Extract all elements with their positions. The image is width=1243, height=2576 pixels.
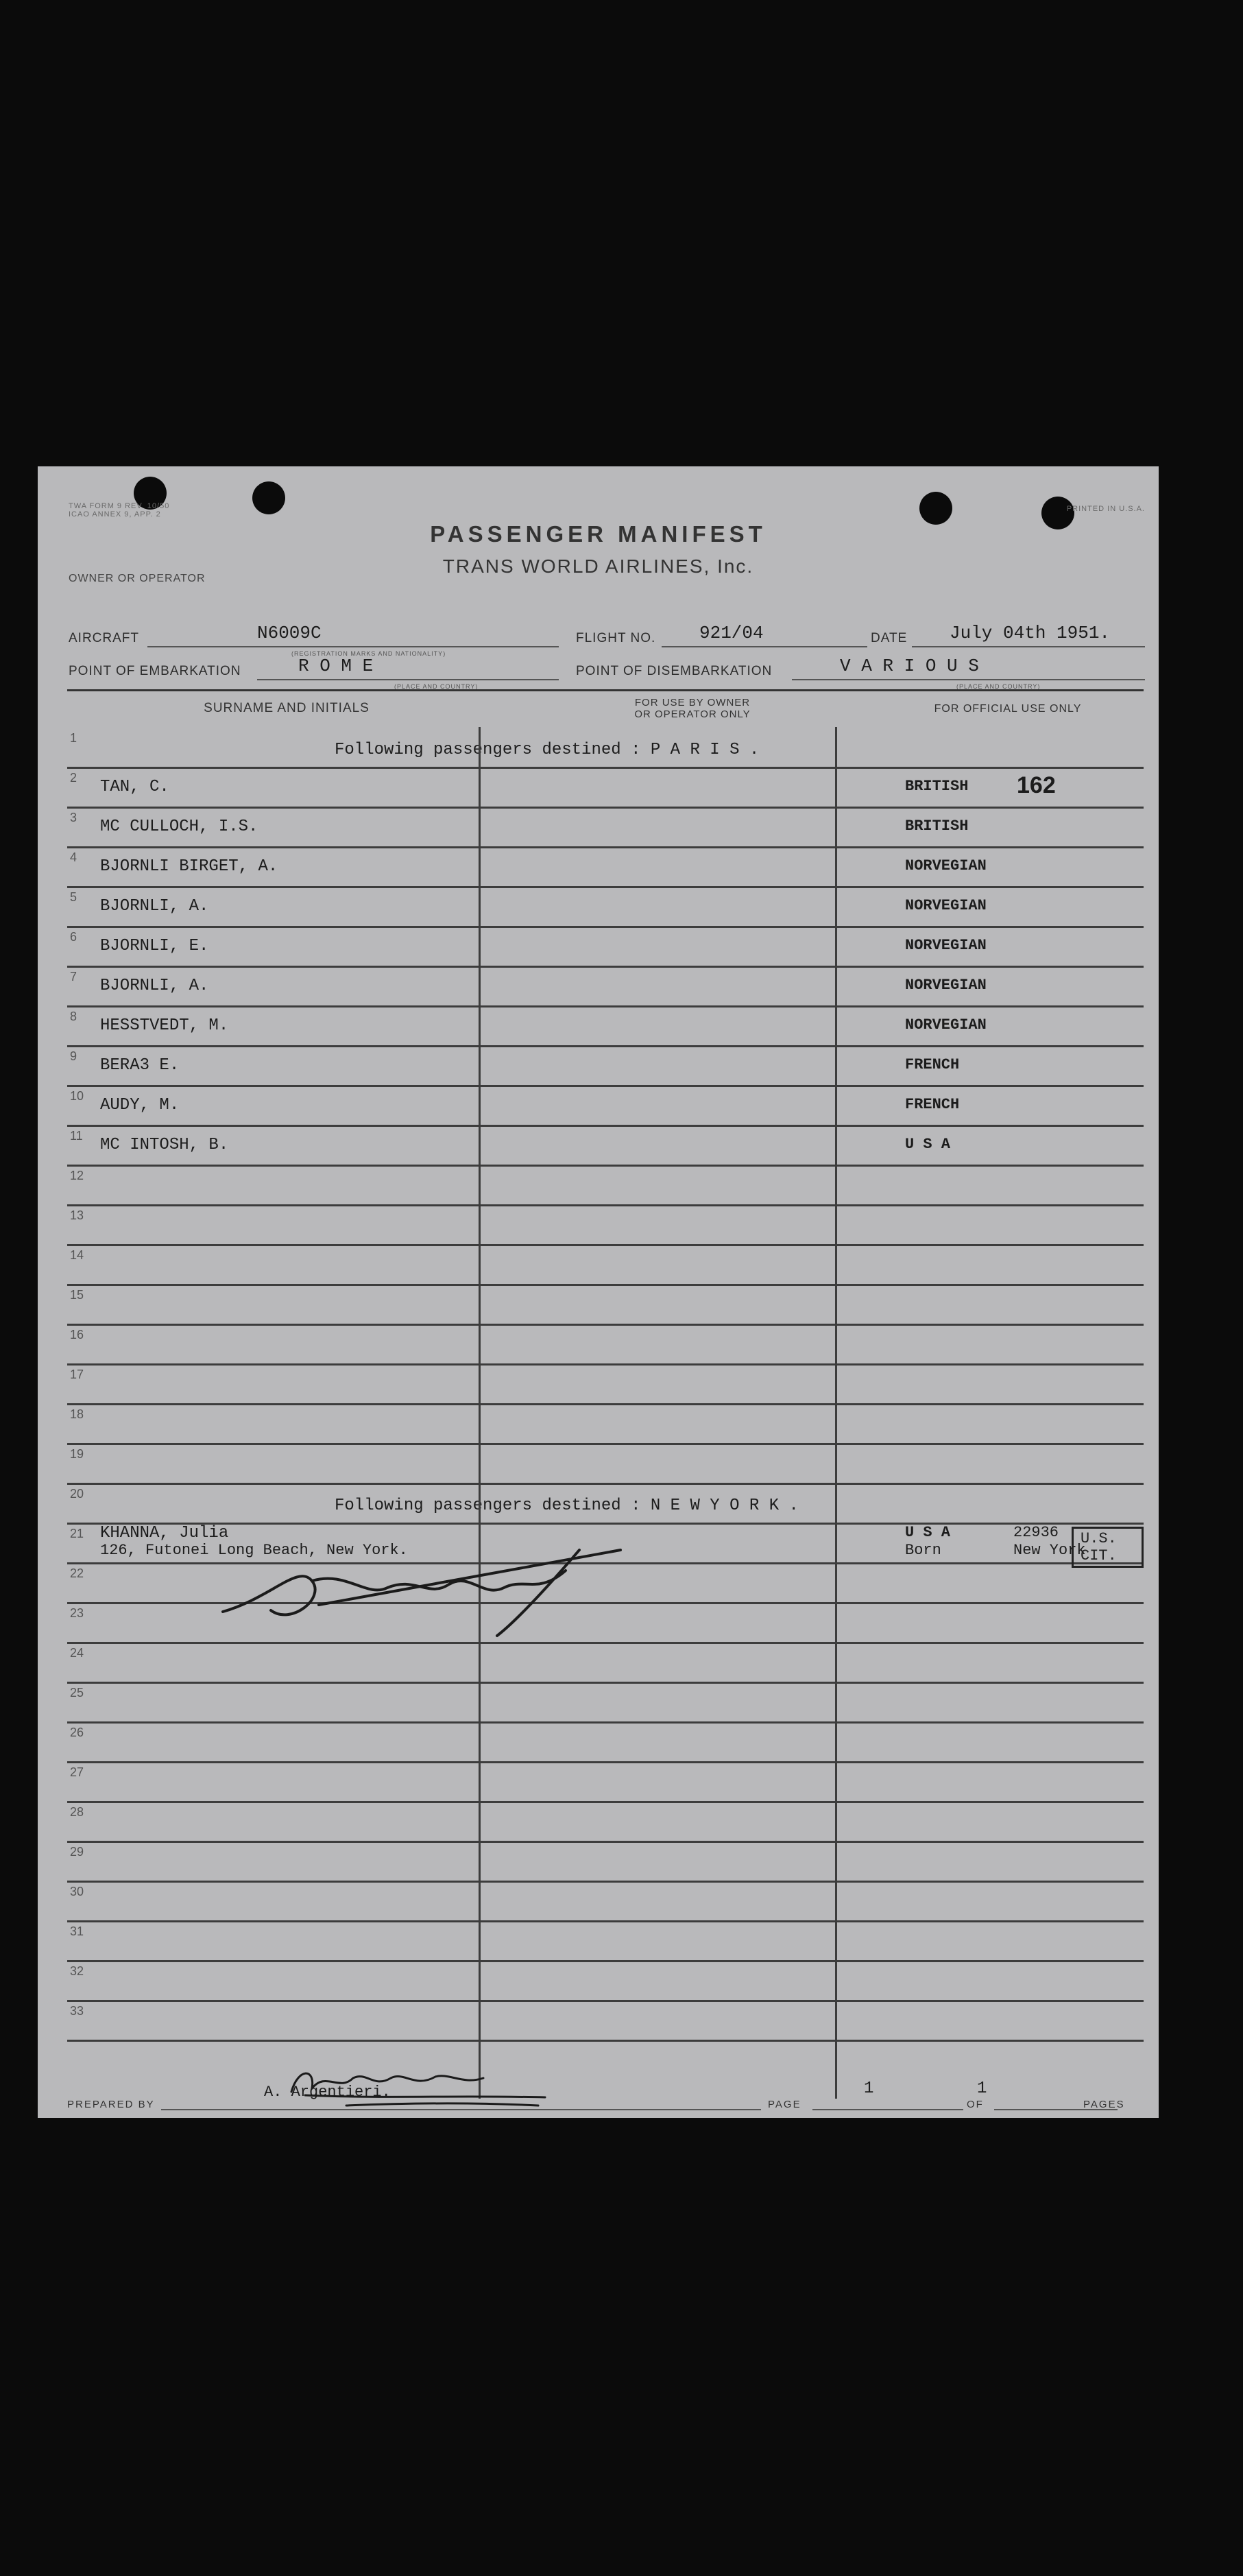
table-row — [67, 1960, 1144, 2002]
row-number: 3 — [70, 811, 77, 824]
row-number: 9 — [70, 1049, 77, 1063]
table-row — [67, 1045, 1144, 1087]
row-number: 14 — [70, 1248, 84, 1262]
passenger-address: 126, Futonei Long Beach, New York. — [100, 1542, 408, 1559]
manifest-sheet — [38, 466, 1159, 2118]
table-row — [67, 1085, 1144, 1127]
table-row — [67, 1284, 1144, 1326]
passenger-name: BJORNLI, A. — [100, 897, 209, 916]
page-title: PASSENGER MANIFEST — [430, 521, 767, 547]
page-count: 1 — [977, 2079, 987, 2098]
embark-value: R O M E — [298, 656, 374, 676]
row-number: 31 — [70, 1924, 84, 1938]
row-number: 17 — [70, 1368, 84, 1381]
row-number: 15 — [70, 1288, 84, 1302]
handwritten-signature — [209, 1523, 634, 1639]
table-row — [67, 926, 1144, 968]
passenger-nationality: BRITISH — [905, 818, 969, 835]
column-header-owner-use-line2: OR OPERATOR ONLY — [634, 708, 751, 720]
row-number: 23 — [70, 1606, 84, 1620]
passenger-nationality: U S A — [905, 1136, 951, 1153]
disembark-label: POINT OF DISEMBARKATION — [576, 664, 773, 678]
header-rule — [67, 689, 1144, 691]
row-number: 32 — [70, 1964, 84, 1978]
passenger-nationality: FRENCH — [905, 1056, 960, 1073]
table-row — [67, 1125, 1144, 1167]
row-number: 7 — [70, 970, 77, 983]
form-number: TWA FORM 9 REV. 10/50 ICAO ANNEX 9, APP. 2 — [69, 502, 170, 518]
passenger-nationality: FRENCH — [905, 1096, 960, 1113]
page-number: 1 — [864, 2079, 874, 2098]
table-row — [67, 1204, 1144, 1246]
citizenship-stamp: U.S. CIT. — [1072, 1527, 1144, 1568]
aircraft-value: N6009C — [257, 623, 322, 643]
table-row — [67, 1642, 1144, 1684]
flight-label: FLIGHT NO. — [576, 631, 656, 645]
row-number: 2 — [70, 771, 77, 785]
punch-hole — [919, 492, 952, 525]
column-header-owner-use — [518, 697, 867, 720]
official-number: 162 — [1017, 772, 1056, 798]
table-row — [67, 966, 1144, 1007]
table-row — [67, 1682, 1144, 1724]
date-label: DATE — [871, 631, 908, 645]
row-number: 25 — [70, 1686, 84, 1700]
passenger-birth: Born — [905, 1542, 941, 1559]
punch-hole — [252, 481, 285, 514]
table-row — [67, 1881, 1144, 1922]
table-row — [67, 1721, 1144, 1763]
row-number: 22 — [70, 1566, 84, 1580]
destination-heading: Following passengers destined : N E W Y O R K . — [335, 1496, 799, 1515]
disembark-caption: (PLACE AND COUNTRY) — [956, 683, 1041, 690]
page-underline — [812, 2109, 963, 2110]
column-header-surname: SURNAME AND INITIALS — [204, 701, 370, 715]
table-row — [67, 727, 1144, 769]
flight-underline — [662, 646, 867, 647]
table-row — [67, 767, 1144, 809]
row-number: 11 — [70, 1129, 83, 1143]
table-row — [67, 1165, 1144, 1206]
table-row — [67, 886, 1144, 928]
passenger-name: BJORNLI, E. — [100, 937, 209, 955]
table-row — [67, 1005, 1144, 1047]
row-number: 16 — [70, 1328, 84, 1341]
table-row — [67, 1363, 1144, 1405]
row-number: 4 — [70, 850, 77, 864]
table-row — [67, 807, 1144, 848]
table-row — [67, 1801, 1144, 1843]
passenger-name: AUDY, M. — [100, 1096, 180, 1114]
table-row — [67, 1324, 1144, 1365]
row-number: 8 — [70, 1010, 77, 1023]
passenger-nationality: U S A — [905, 1524, 951, 1541]
row-number: 21 — [70, 1527, 84, 1540]
date-value: July 04th 1951. — [950, 623, 1111, 643]
official-number: 22936 — [1013, 1524, 1059, 1541]
row-number: 1 — [70, 731, 77, 745]
row-number: 26 — [70, 1726, 84, 1739]
row-number: 6 — [70, 930, 77, 944]
disembark-underline — [792, 679, 1145, 680]
flight-value: 921/04 — [699, 623, 764, 643]
passenger-name: MC CULLOCH, I.S. — [100, 818, 258, 836]
column-header-owner-use-line1: FOR USE BY OWNER — [634, 697, 751, 708]
operator-name: TRANS WORLD AIRLINES, Inc. — [442, 556, 754, 577]
passenger-name: MC INTOSH, B. — [100, 1136, 229, 1154]
row-number: 5 — [70, 890, 77, 904]
passenger-nationality: NORVEGIAN — [905, 977, 987, 994]
table-row — [67, 1483, 1144, 1525]
row-number: 29 — [70, 1845, 84, 1859]
birthplace: New York — [1013, 1542, 1086, 1559]
table-row — [67, 1841, 1144, 1883]
aircraft-label: AIRCRAFT — [69, 631, 139, 645]
column-header-official: FOR OFFICIAL USE ONLY — [934, 703, 1082, 715]
embark-underline — [257, 679, 559, 680]
row-number: 13 — [70, 1208, 84, 1222]
row-number: 27 — [70, 1765, 84, 1779]
row-number: 20 — [70, 1487, 84, 1501]
passenger-name: BERA3 E. — [100, 1056, 180, 1075]
row-number: 24 — [70, 1646, 84, 1660]
owner-label: OWNER OR OPERATOR — [69, 573, 206, 584]
aircraft-caption: (REGISTRATION MARKS AND NATIONALITY) — [291, 650, 446, 657]
column-divider-1 — [479, 727, 481, 2099]
table-row — [67, 2000, 1144, 2042]
row-number: 19 — [70, 1447, 84, 1461]
row-number: 12 — [70, 1169, 84, 1182]
row-number: 10 — [70, 1089, 84, 1103]
passenger-name: BJORNLI, A. — [100, 977, 209, 995]
prepared-by-value: A. Argentieri. — [264, 2084, 391, 2101]
passenger-nationality: BRITISH — [905, 778, 969, 795]
page-label: PAGE — [768, 2099, 801, 2110]
row-number: 30 — [70, 1885, 84, 1898]
pages-label: PAGES — [1083, 2099, 1125, 2110]
prepared-underline — [161, 2109, 761, 2110]
table-row — [67, 1403, 1144, 1445]
aircraft-underline — [147, 646, 559, 647]
passenger-nationality: NORVEGIAN — [905, 1016, 987, 1034]
passenger-name: KHANNA, Julia — [100, 1524, 229, 1542]
table-row — [67, 1443, 1144, 1485]
disembark-value: V A R I O U S — [840, 656, 979, 676]
print-notice: PRINTED IN U.S.A. — [1066, 505, 1145, 513]
table-row — [67, 1244, 1144, 1286]
embark-caption: (PLACE AND COUNTRY) — [394, 683, 479, 690]
column-divider-2 — [835, 727, 837, 2099]
passenger-nationality: NORVEGIAN — [905, 937, 987, 954]
of-label: OF — [967, 2099, 984, 2110]
table-row — [67, 1920, 1144, 1962]
embark-label: POINT OF EMBARKATION — [69, 664, 241, 678]
passenger-name: TAN, C. — [100, 778, 169, 796]
table-row — [67, 1761, 1144, 1803]
destination-heading: Following passengers destined : P A R I S . — [335, 741, 760, 759]
date-underline — [912, 646, 1145, 647]
row-number: 28 — [70, 1805, 84, 1819]
prepared-by-label: PREPARED BY — [67, 2099, 155, 2110]
row-number: 33 — [70, 2004, 84, 2018]
passenger-nationality: NORVEGIAN — [905, 897, 987, 914]
passenger-name: BJORNLI BIRGET, A. — [100, 857, 278, 876]
passenger-name: HESSTVEDT, M. — [100, 1016, 229, 1035]
table-row — [67, 846, 1144, 888]
passenger-nationality: NORVEGIAN — [905, 857, 987, 874]
row-number: 18 — [70, 1407, 84, 1421]
